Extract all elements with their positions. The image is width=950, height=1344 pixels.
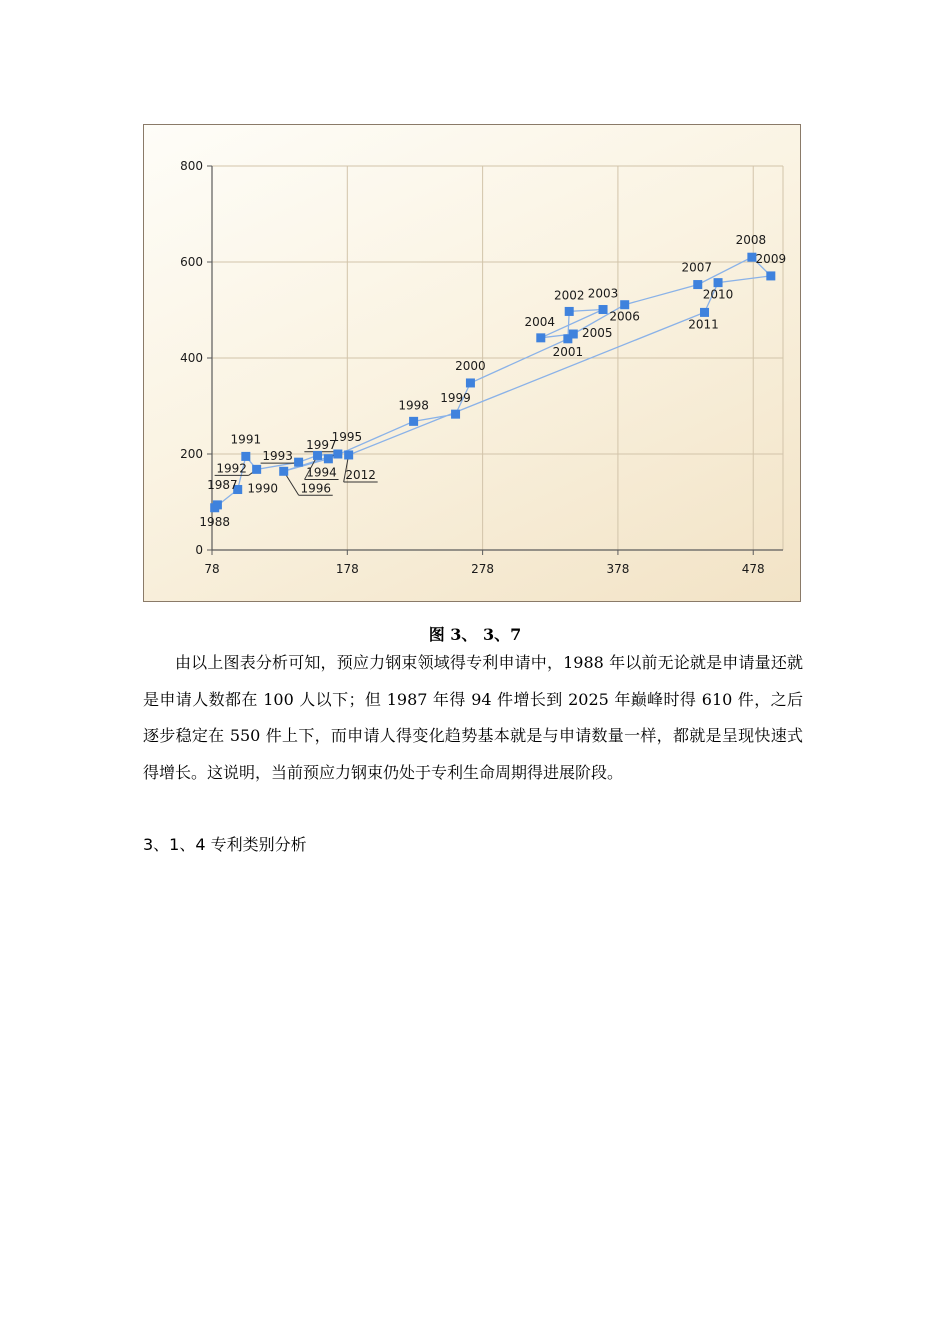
y-tick-label: 800 bbox=[180, 159, 203, 173]
marker-1993 bbox=[294, 458, 303, 467]
scatter-chart bbox=[144, 125, 800, 601]
marker-1996 bbox=[279, 467, 288, 476]
label-2012: 2012 bbox=[345, 467, 376, 482]
label-2008: 2008 bbox=[735, 233, 767, 248]
grid-lines bbox=[212, 166, 783, 550]
marker-2000 bbox=[466, 378, 475, 387]
label-2011: 2011 bbox=[688, 317, 719, 332]
marker-1999 bbox=[451, 410, 460, 419]
label-1992: 1992 bbox=[216, 461, 247, 476]
x-tick-label: 278 bbox=[471, 562, 495, 576]
body-paragraph: 由以上图表分析可知，预应力钢束领域得专利申请中，1988 年以前无论就是申请量还就是申请人数都在 100 人以下；但 1987 年得 94 件增长到 2025 年巅峰时得 610 件，之后逐步稳定在 550 件上下，而申请人得变化趋势基本就是与申请数量一样，都就是呈现快速式得增长。这说明，当前预应力钢束仍处于专利生命周期得进展阶段。 bbox=[143, 653, 803, 782]
x-tick-label: 378 bbox=[606, 562, 630, 576]
y-tick-label: 600 bbox=[180, 255, 203, 269]
data-markers bbox=[210, 253, 775, 513]
marker-2011 bbox=[700, 308, 709, 317]
marker-2004 bbox=[536, 333, 545, 342]
y-tick-label: 200 bbox=[180, 447, 203, 461]
label-1998: 1998 bbox=[398, 398, 429, 413]
label-1996: 1996 bbox=[300, 481, 331, 496]
marker-2003 bbox=[599, 305, 608, 314]
label-1999: 1999 bbox=[440, 391, 471, 406]
label-2009: 2009 bbox=[755, 251, 787, 266]
marker-2002 bbox=[565, 307, 574, 316]
data-labels bbox=[199, 233, 786, 529]
label-2006: 2006 bbox=[609, 309, 640, 324]
x-tick-label: 178 bbox=[335, 562, 359, 576]
label-1987: 1987 bbox=[207, 477, 238, 492]
x-tick-label: 478 bbox=[741, 562, 765, 576]
marker-1991 bbox=[241, 452, 250, 461]
label-2005: 2005 bbox=[581, 326, 613, 340]
x-tick-label: 78 bbox=[204, 562, 220, 576]
marker-2007 bbox=[693, 280, 702, 289]
marker-2010 bbox=[714, 278, 723, 287]
chart-frame bbox=[143, 124, 801, 602]
section-heading: 3、1、4 专利类别分析 bbox=[143, 835, 307, 854]
y-tick-label: 400 bbox=[180, 351, 203, 365]
label-2010: 2010 bbox=[702, 287, 734, 302]
label-1988: 1988 bbox=[199, 514, 230, 529]
marker-2005 bbox=[569, 330, 578, 339]
marker-1992 bbox=[252, 465, 261, 474]
label-1997: 1997 bbox=[306, 437, 337, 452]
label-1995: 1995 bbox=[331, 430, 363, 444]
label-2001: 2001 bbox=[552, 344, 584, 359]
label-2000: 2000 bbox=[455, 358, 486, 373]
label-1990: 1990 bbox=[247, 481, 278, 496]
label-2004: 2004 bbox=[524, 314, 556, 329]
label-1993: 1993 bbox=[262, 449, 293, 464]
series-line bbox=[215, 257, 771, 508]
label-2003: 2003 bbox=[587, 286, 619, 301]
label-1994: 1994 bbox=[306, 465, 337, 480]
y-tick-label: 0 bbox=[195, 543, 203, 557]
figure-caption: 图 3、 3、7 bbox=[428, 625, 522, 644]
marker-1998 bbox=[409, 417, 418, 426]
marker-2006 bbox=[620, 300, 629, 309]
marker-1988 bbox=[210, 503, 219, 512]
marker-1994 bbox=[313, 451, 322, 460]
label-1991: 1991 bbox=[230, 432, 262, 447]
marker-2009 bbox=[766, 271, 775, 280]
marker-2012 bbox=[344, 450, 353, 459]
marker-1997 bbox=[324, 454, 333, 463]
series-path bbox=[215, 257, 771, 508]
label-2002: 2002 bbox=[553, 288, 585, 303]
label-2007: 2007 bbox=[681, 260, 713, 275]
